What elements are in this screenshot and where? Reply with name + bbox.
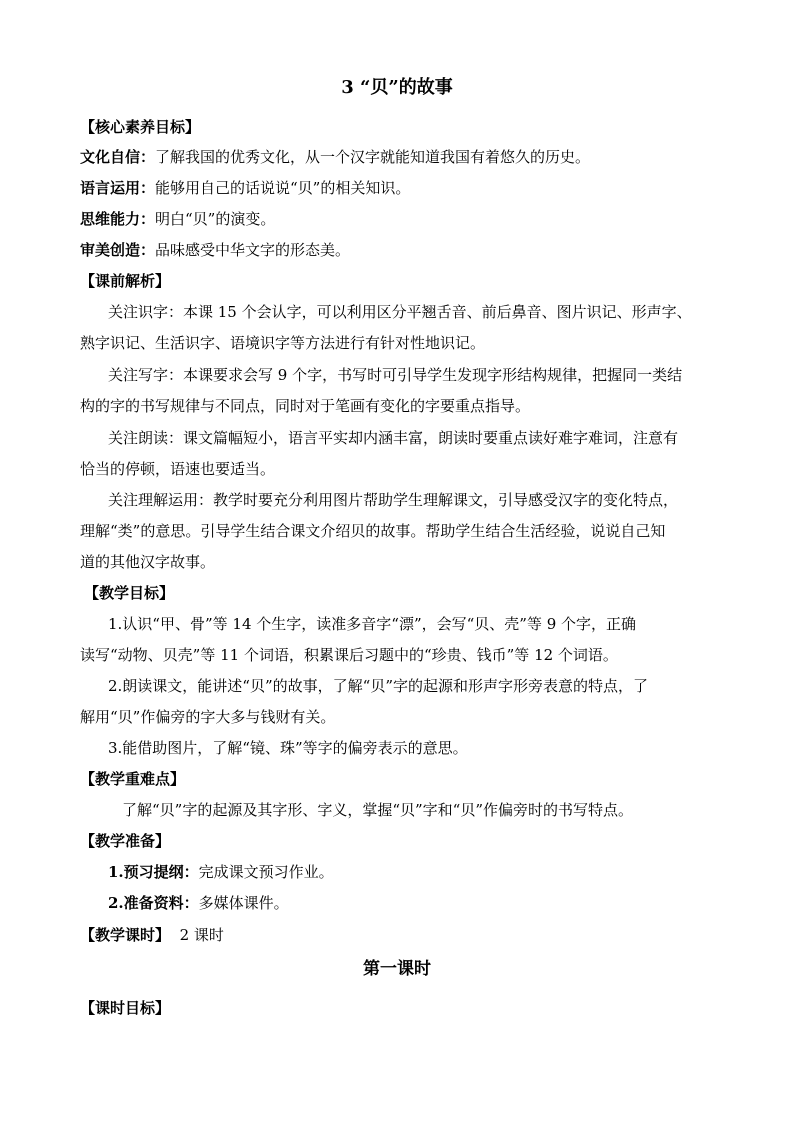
prep-item (108, 861, 334, 883)
analysis-line: 构的字的书写规律与不同点，同时对于笔画有变化的字要重点指导。 (80, 397, 531, 415)
key-points-heading: 【教学重难点】 (80, 770, 186, 788)
lesson-goals-heading: 【课时目标】 (80, 999, 171, 1017)
prep-item (108, 892, 289, 914)
analysis-line: 关注识字：本课 15 个会认字，可以利用区分平翘舌音、前后鼻音、图片识记、形声字、 (108, 303, 692, 321)
hours-value: 2 课时 (179, 926, 224, 944)
page-title: 3 “贝”的故事 (341, 77, 453, 98)
core-goals-heading: 【核心素养目标】 (80, 118, 201, 136)
hours-line (80, 924, 224, 946)
goal-line: 2.朗读课文，能讲述“贝”的故事，了解“贝”字的起源和形声字形旁表意的特点，了 (108, 677, 648, 695)
core-item (80, 146, 590, 168)
prep-item-label: 1.预习提纲： (108, 863, 199, 881)
lesson-title: 第一课时 (363, 959, 431, 979)
core-item-text: 能够用自己的话说说“贝”的相关知识。 (155, 179, 411, 197)
analysis-line: 关注朗读：课文篇幅短小，语言平实却内涵丰富，朗读时要重点读好难字难词，注意有 (108, 429, 679, 447)
analysis-line: 关注理解运用：教学时要充分利用图片帮助学生理解课文，引导感受汉字的变化特点， (108, 491, 679, 509)
goal-line: 1.认识“甲、骨”等 14 个生字，读准多音字“漂”，会写“贝、壳”等 9 个字，正确 (108, 615, 637, 633)
core-item-label: 语言运用： (80, 179, 156, 197)
core-item-text: 明白“贝”的演变。 (155, 210, 276, 228)
teaching-goals-heading: 【教学目标】 (84, 584, 175, 602)
prep-heading: 【教学准备】 (80, 832, 171, 850)
core-item (80, 239, 350, 261)
goal-line: 读写“动物、贝壳”等 11 个词语，积累课后习题中的“珍贵、钱币”等 12 个词语。 (80, 646, 618, 664)
analysis-line: 熟字识记、生活识字、语境识字等方法进行有针对性地识记。 (80, 334, 486, 352)
prep-item-label: 2.准备资料： (108, 894, 199, 912)
prep-item-text: 多媒体课件。 (198, 894, 289, 912)
core-item-text: 了解我国的优秀文化，从一个汉字就能知道我国有着悠久的历史。 (155, 148, 591, 166)
hours-heading: 【教学课时】 (80, 926, 171, 944)
analysis-line: 关注写字：本课要求会写 9 个字，书写时可引导学生发现字形结构规律，把握同一类结 (108, 366, 683, 384)
analysis-line: 恰当的停顿，语速也要适当。 (80, 460, 276, 478)
core-item-label: 思维能力： (80, 210, 156, 228)
prep-item-text: 完成课文预习作业。 (198, 863, 334, 881)
core-item (80, 208, 275, 230)
goal-line: 解用“贝”作偏旁的字大多与钱财有关。 (80, 708, 336, 726)
core-item-label: 审美创造： (80, 241, 156, 259)
goal-line: 3.能借助图片，了解“镜、珠”等字的偏旁表示的意思。 (108, 739, 468, 757)
core-item (80, 177, 410, 199)
core-item-label: 文化自信： (80, 148, 156, 166)
analysis-heading: 【课前解析】 (80, 272, 171, 290)
core-item-text: 品味感受中华文字的形态美。 (155, 241, 351, 259)
key-points-text: 了解“贝”字的起源及其字形、字义，掌握“贝”字和“贝”作偏旁时的书写特点。 (122, 801, 634, 819)
analysis-line: 理解“类”的意思。引导学生结合课文介绍贝的故事。帮助学生结合生活经验，说说自己知 (80, 522, 666, 540)
analysis-line: 道的其他汉字故事。 (80, 553, 216, 571)
